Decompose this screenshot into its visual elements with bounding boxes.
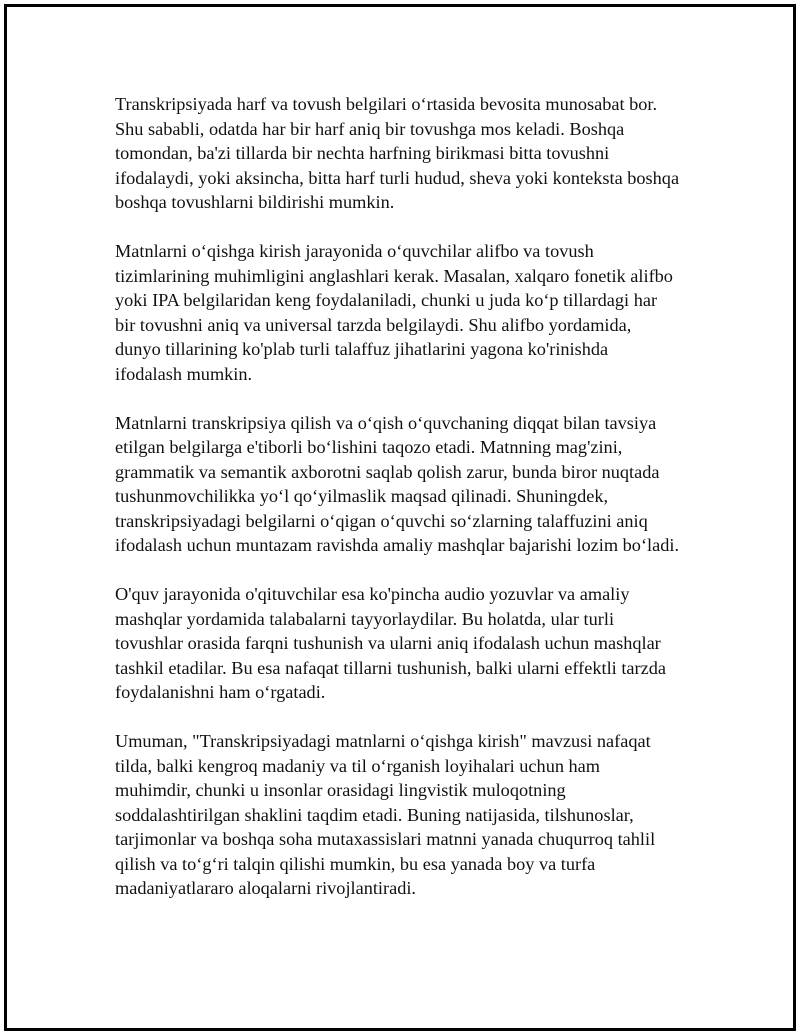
paragraph-1: Transkripsiyada harf va tovush belgilari o‘rtasida bevosita munosabat bor. Shu sababli, odatda har bir harf aniq bir tovushga mos keladi. Boshqa tomondan, ba'zi tillarda bir nechta harfning birikmasi bitta tovushni ifodalaydi, yoki aksincha, bitta harf turli hudud, sheva yoki konteksta boshqa boshqa tovushlarni bildirishi mumkin.	[115, 94, 680, 212]
paragraph-3: Matnlarni transkripsiya qilish va o‘qish o‘quvchaning diqqat bilan tavsiya etilgan belgilarga e'tiborli bo‘lishini taqozo etadi. Matnning mag'zini, grammatik va semantik axborotni saqlab qolish zarur, bunda biror nuqtada tushunmovchilikka yo‘l qo‘yilmaslik maqsad qilinadi. Shuningdek, transkripsiyadagi belgilarni o‘qigan o‘quvchi so‘zlarning talaffuzini aniq ifodalash uchun muntazam ravishda amaliy mashqlar bajarishi lozim bo‘ladi.	[115, 412, 680, 555]
paragraph-4: O'quv jarayonida o'qituvchilar esa ko'pincha audio yozuvlar va amaliy mashqlar yordamida talabalarni tayyorlaydilar. Bu holatda, ular turli tovushlar orasida farqni tushunish va ularni aniq ifodalash uchun mashqlar tashkil etadilar. Bu esa nafaqat tillarni tushunish, balki ularni effektli tarzda foydalanishni ham o‘rgatadi.	[115, 584, 666, 702]
paragraph-2: Matnlarni o‘qishga kirish jarayonida o‘quvchilar alifbo va tovush tizimlarining muhimligini anglashlari kerak. Masalan, xalqaro fonetik alifbo yoki IPA belgilaridan keng foydalaniladi, chunki u juda ko‘p tillardagi har bir tovushni aniq va universal tarzda belgilaydi. Shu alifbo yordamida, dunyo tillarining ko'plab turli talaffuz jihatlarini yagona ko'rinishda ifodalash mumkin.	[115, 241, 673, 384]
document-body	[115, 92, 695, 925]
paragraph-5: Umuman, "Transkripsiyadagi matnlarni o‘qishga kirish" mavzusi nafaqat tilda, balki kengroq madaniy va til o‘rganish loyihalari uchun ham muhimdir, chunki u insonlar orasidagi lingvistik muloqotning soddalashtirilgan shaklini taqdim etadi. Buning natijasida, tilshunoslar, tarjimonlar va boshqa soha mutaxassislari matnni yanada chuqurroq tahlil qilish va to‘g‘ri talqin qilishi mumkin, bu esa yanada boy va turfa madaniyatlararo aloqalarni rivojlantiradi.	[115, 731, 656, 898]
